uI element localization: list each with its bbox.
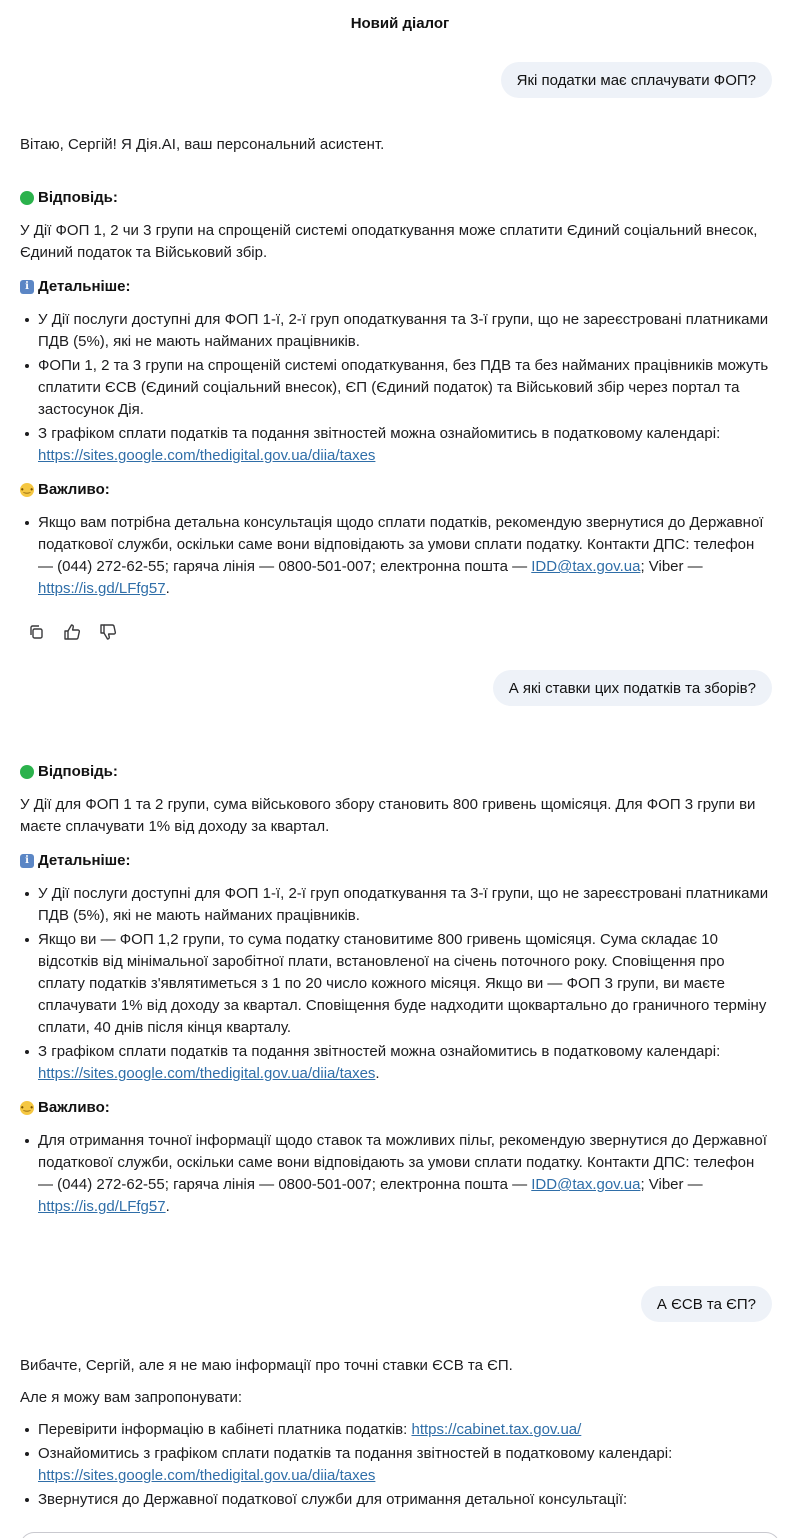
sorry-text: Вибачте, Сергій, але я не маю інформації про точні ставки ЄСВ та ЄП. xyxy=(20,1357,513,1374)
details-label: Детальніше: xyxy=(38,852,131,869)
details-list xyxy=(20,309,770,467)
answer-label: Відповідь: xyxy=(38,189,118,206)
list-item: У Дії послуги доступні для ФОП 1-ї, 2-ї груп оподаткування та 3-ї групи, що не зареєстровані платниками ПДВ (5%), які не мають найманих працівників. xyxy=(20,309,770,353)
list-item: Для отримання точної інформації щодо ставок та можливих пільг, рекомендую звернутися до Державної податкової служби, оскільки саме вони відповідають за умови сплати податку. Контакти ДПС: телефон — (044) 272-62-55; гаряча лінія — 0800-501-007; електронна пошта — IDD@tax.gov.ua; Viber — https://is.gd/LFfg57. xyxy=(20,1130,770,1218)
user-message xyxy=(641,1286,772,1322)
assistant-greeting xyxy=(20,134,770,156)
important-label: Важливо: xyxy=(38,481,110,498)
list-item: Ознайомитись з графіком сплати податків та подання звітностей в податковому календарі: https://sites.google.com/thedigital.gov.ua/diia/taxes xyxy=(20,1443,770,1487)
cabinet-link[interactable]: https://cabinet.tax.gov.ua/ xyxy=(411,1421,582,1438)
message-input[interactable] xyxy=(20,1532,780,1538)
email-link[interactable]: IDD@tax.gov.ua xyxy=(531,558,641,575)
details-label: Детальніше: xyxy=(38,278,131,295)
details-heading xyxy=(20,276,770,298)
face-icon: •‿• xyxy=(20,1101,34,1115)
copy-icon[interactable] xyxy=(24,620,48,644)
header xyxy=(0,0,800,46)
face-icon: •‿• xyxy=(20,483,34,497)
viber-link[interactable]: https://is.gd/LFfg57 xyxy=(38,580,166,597)
thumbs-up-icon[interactable] xyxy=(60,620,84,644)
details-heading xyxy=(20,850,770,872)
list-item: Якщо ви — ФОП 1,2 групи, то сума податку становитиме 800 гривень щомісяця. Сума складає 10 відсотків від мінімальної заробітної плати, встановленої на січень поточного року. Сповіщення про сплату податків з'являтиметься з 1 по 20 число кожного місяця. Якщо ви — ФОП 3 групи, ви маєте сплачувати 1% від доходу за квартал. Сповіщення буде надходити щоквартально до граничного терміну сплати, 40 днів після кінця кварталу. xyxy=(20,929,770,1039)
green-circle-icon xyxy=(20,191,34,205)
green-circle-icon xyxy=(20,765,34,779)
answer-text: У Дії ФОП 1, 2 чи 3 групи на спрощеній системі оподаткування може сплатити Єдиний соціальний внесок, Єдиний податок та Військовий збір. xyxy=(20,222,758,261)
calendar-link[interactable]: https://sites.google.com/thedigital.gov.ua/diia/taxes xyxy=(38,447,376,464)
important-list xyxy=(20,512,770,600)
thumbs-down-icon[interactable] xyxy=(96,620,120,644)
assistant-answer-2 xyxy=(20,761,770,1220)
list-item: ФОПи 1, 2 та 3 групи на спрощеній системі оподаткування, без ПДВ та без найманих працівників можуть сплатити ЄСВ (Єдиний соціальний внесок), ЄП (Єдиний податок) та Військовий збір через портал та застосунок Дія. xyxy=(20,355,770,421)
list-item: У Дії послуги доступні для ФОП 1-ї, 2-ї груп оподаткування та 3-ї групи, що не зареєстровані платниками ПДВ (5%), які не мають найманих працівників. xyxy=(20,883,770,927)
calendar-link[interactable]: https://sites.google.com/thedigital.gov.ua/diia/taxes xyxy=(38,1467,376,1484)
answer-text: У Дії для ФОП 1 та 2 групи, сума військового збору становить 800 гривень щомісяця. Для ФОП 3 групи ви маєте сплачувати 1% від доходу за квартал. xyxy=(20,796,756,835)
list-item: Перевірити інформацію в кабінеті платника податків: https://cabinet.tax.gov.ua/ xyxy=(20,1419,770,1441)
answer-heading xyxy=(20,761,770,783)
user-message-text: А ЄСВ та ЄП? xyxy=(656,1295,756,1313)
message-actions xyxy=(24,620,120,644)
user-message xyxy=(501,62,772,98)
answer-label: Відповідь: xyxy=(38,763,118,780)
important-heading xyxy=(20,1097,770,1119)
assistant-answer-3 xyxy=(20,1355,770,1513)
greeting-text: Вітаю, Сергій! Я Дія.AI, ваш персональний асистент. xyxy=(20,136,385,153)
important-heading xyxy=(20,479,770,501)
details-list xyxy=(20,883,770,1085)
email-link[interactable]: IDD@tax.gov.ua xyxy=(531,1176,641,1193)
user-message xyxy=(493,670,772,706)
list-item: Звернутися до Державної податкової служби для отримання детальної консультації: xyxy=(20,1489,770,1511)
assistant-answer-1 xyxy=(20,187,770,602)
suggest-text: Але я можу вам запропонувати: xyxy=(20,1389,243,1406)
important-label: Важливо: xyxy=(38,1099,110,1116)
page-title: Новий діалог xyxy=(350,14,450,32)
calendar-link[interactable]: https://sites.google.com/thedigital.gov.ua/diia/taxes xyxy=(38,1065,376,1082)
user-message-text: Які податки має сплачувати ФОП? xyxy=(516,71,756,89)
answer-heading xyxy=(20,187,770,209)
important-list xyxy=(20,1130,770,1218)
list-item: З графіком сплати податків та подання звітностей можна ознайомитись в податковому календарі: https://sites.google.com/thedigital.gov.ua/diia/taxes. xyxy=(20,1041,770,1085)
list-item: Якщо вам потрібна детальна консультація щодо сплати податків, рекомендую звернутися до Державної податкової служби, оскільки саме вони відповідають за умови сплати податку. Контакти ДПС: телефон — (044) 272-62-55; гаряча лінія — 0800-501-007; електронна пошта — IDD@tax.gov.ua; Viber — https://is.gd/LFfg57. xyxy=(20,512,770,600)
viber-link[interactable]: https://is.gd/LFfg57 xyxy=(38,1198,166,1215)
user-message-text: А які ставки цих податків та зборів? xyxy=(508,679,756,697)
list-item: З графіком сплати податків та подання звітностей можна ознайомитись в податковому календарі: https://sites.google.com/thedigital.gov.ua/diia/taxes xyxy=(20,423,770,467)
suggestions-list xyxy=(20,1419,770,1511)
info-icon: i xyxy=(20,280,34,294)
info-icon: i xyxy=(20,854,34,868)
